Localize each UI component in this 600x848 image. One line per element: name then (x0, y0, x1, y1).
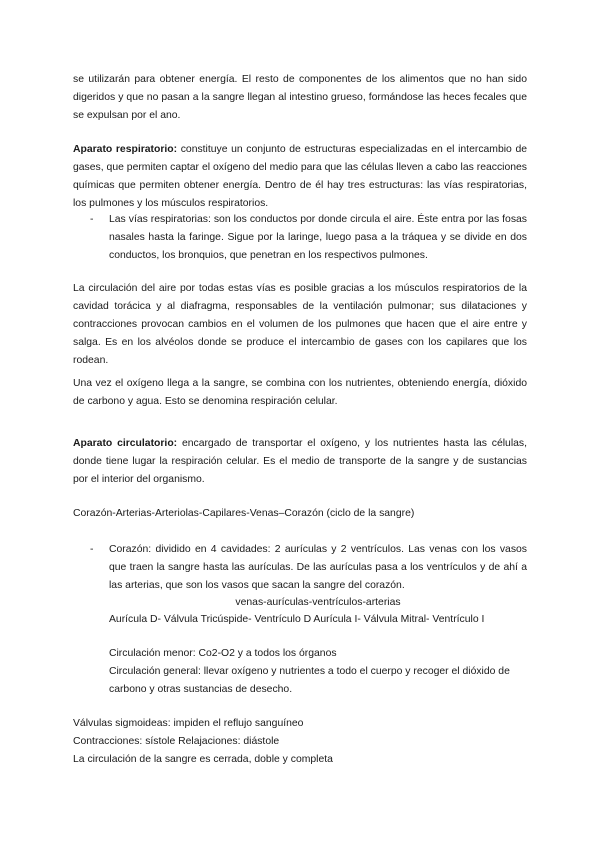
paragraph-ciclo-sangre: Corazón-Arterias-Arteriolas-Capilares-Venas–Corazón (ciclo de la sangre) (73, 508, 415, 519)
bullet-dash: - (90, 214, 94, 225)
line-circulacion-general: Circulación general: llevar oxígeno y nutrientes a todo el cuerpo y recoger el dióxido de carbono y otras sustancias de desecho. (109, 666, 510, 695)
paragraph-digestion-end: se utilizarán para obtener energía. El resto de componentes de los alimentos que no han sido digeridos y que no pasan a la sangre llegan al intestino grueso, formándose las heces fecales que se expulsan por el ano. (73, 74, 527, 121)
heading-aparato-circulatorio: Aparato circulatorio: (73, 438, 178, 449)
line-valvulas: Aurícula D- Válvula Tricúspide- Ventrículo D Aurícula I- Válvula Mitral- Ventrículo I (109, 614, 485, 625)
paragraph-aparato-respiratorio (73, 141, 527, 213)
paragraph-circulacion-aire: La circulación del aire por todas estas vías es posible gracias a los músculos respiratorios de la cavidad torácica y al diafragma, responsables de la ventilación pulmonar; sus dilataciones y contracciones provocan cambios en el volumen de los pulmones que hacen que el aire entre y salga. Es en los alvéolos donde se produce el intercambio de gases con los capilares que los rodean. (73, 283, 527, 366)
bullet-dash: - (90, 544, 94, 555)
sequence-venas-arterias: venas-aurículas-ventrículos-arterias (235, 597, 401, 608)
text-aparato-circulatorio: encargado de transportar el oxígeno, y los nutrientes hasta las células, donde tiene lugar la respiración celular. Es el medio de transporte de la sangre y de sustancias por el interior del organismo. (73, 438, 527, 485)
text-aparato-respiratorio: constituye un conjunto de estructuras especializadas en el intercambio de gases, que permiten captar el oxígeno del medio para que las células lleven a cabo las reacciones químicas que permiten obtener energía. Dentro de él hay tres estructuras: las vías respiratorias, los pulmones y los músculos respiratorios. (73, 144, 527, 209)
paragraph-respiracion-celular: Una vez el oxígeno llega a la sangre, se combina con los nutrientes, obteniendo energía, dióxido de carbono y agua. Esto se denomina respiración celular. (73, 378, 527, 407)
line-circulacion-menor: Circulación menor: Co2-O2 y a todos los órganos (109, 648, 337, 659)
paragraph-aparato-circulatorio (73, 435, 527, 489)
list-item-vias-respiratorias: Las vías respiratorias: son los conductos por donde circula el aire. Éste entra por las fosas nasales hasta la faringe. Sigue por la laringe, luego pasa a la tráquea y se divide en dos conductos, los bronquios, que penetran en los respectivos pulmones. (109, 214, 527, 261)
heading-aparato-respiratorio: Aparato respiratorio: (73, 144, 178, 155)
line-circulacion-cerrada: La circulación de la sangre es cerrada, doble y completa (73, 754, 333, 765)
line-contracciones: Contracciones: sístole Relajaciones: diástole (73, 736, 280, 747)
list-item-corazon: Corazón: dividido en 4 cavidades: 2 aurículas y 2 ventrículos. Las venas con los vasos que traen la sangre hasta las aurículas. De las aurículas pasa a los ventrículos y de ahí a las arterias, que son los vasos que sacan la sangre del corazón. (109, 544, 527, 591)
line-valvulas-sigmoideas: Válvulas sigmoideas: impiden el reflujo sanguíneo (73, 718, 304, 729)
